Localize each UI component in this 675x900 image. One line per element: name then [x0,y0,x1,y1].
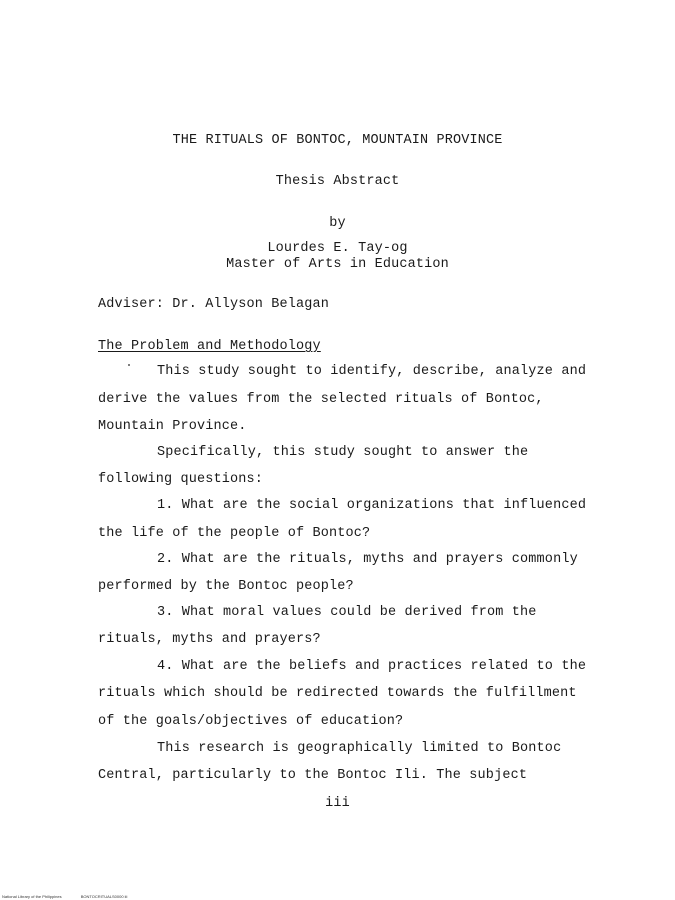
body-line: Specifically, this study sought to answer the [157,445,529,460]
body-line: rituals, myths and prayers? [98,632,321,647]
document-subtitle: Thesis Abstract [275,174,400,189]
body-line: derive the values from the selected rituals of Bontoc, [98,392,544,407]
body-line: This study sought to identify, describe, analyze and [157,364,587,379]
adviser-line: Adviser: Dr. Allyson Belagan [98,297,330,312]
body-line: Mountain Province. [98,419,247,434]
body-line: following questions: [98,472,264,487]
footer-code: BONTOCRITUALS0000 iii [80,894,128,899]
stray-mark [128,364,130,366]
by-line: by [329,216,346,231]
question-item: 1. What are the social organizations that influenced [157,498,587,513]
footer-library: National Library of the Philippines [2,894,62,899]
degree-line: Master of Arts in Education [226,257,449,272]
scan-footer [2,894,145,899]
page-number: iii [325,796,350,811]
body-line: Central, particularly to the Bontoc Ili. The subject [98,768,528,783]
body-line: performed by the Bontoc people? [98,579,354,594]
body-line: of the goals/objectives of education? [98,714,404,729]
author-name: Lourdes E. Tay-og [267,241,408,256]
body-line: rituals which should be redirected towards the fulfillment [98,686,577,701]
question-item: 3. What moral values could be derived from the [157,605,537,620]
body-line: the life of the people of Bontoc? [98,526,371,541]
section-heading: The Problem and Methodology [98,339,321,354]
question-item: 4. What are the beliefs and practices related to the [157,659,587,674]
document-title: THE RITUALS OF BONTOC, MOUNTAIN PROVINCE [172,133,503,148]
question-item: 2. What are the rituals, myths and prayers commonly [157,552,578,567]
body-line: This research is geographically limited to Bontoc [157,741,562,756]
